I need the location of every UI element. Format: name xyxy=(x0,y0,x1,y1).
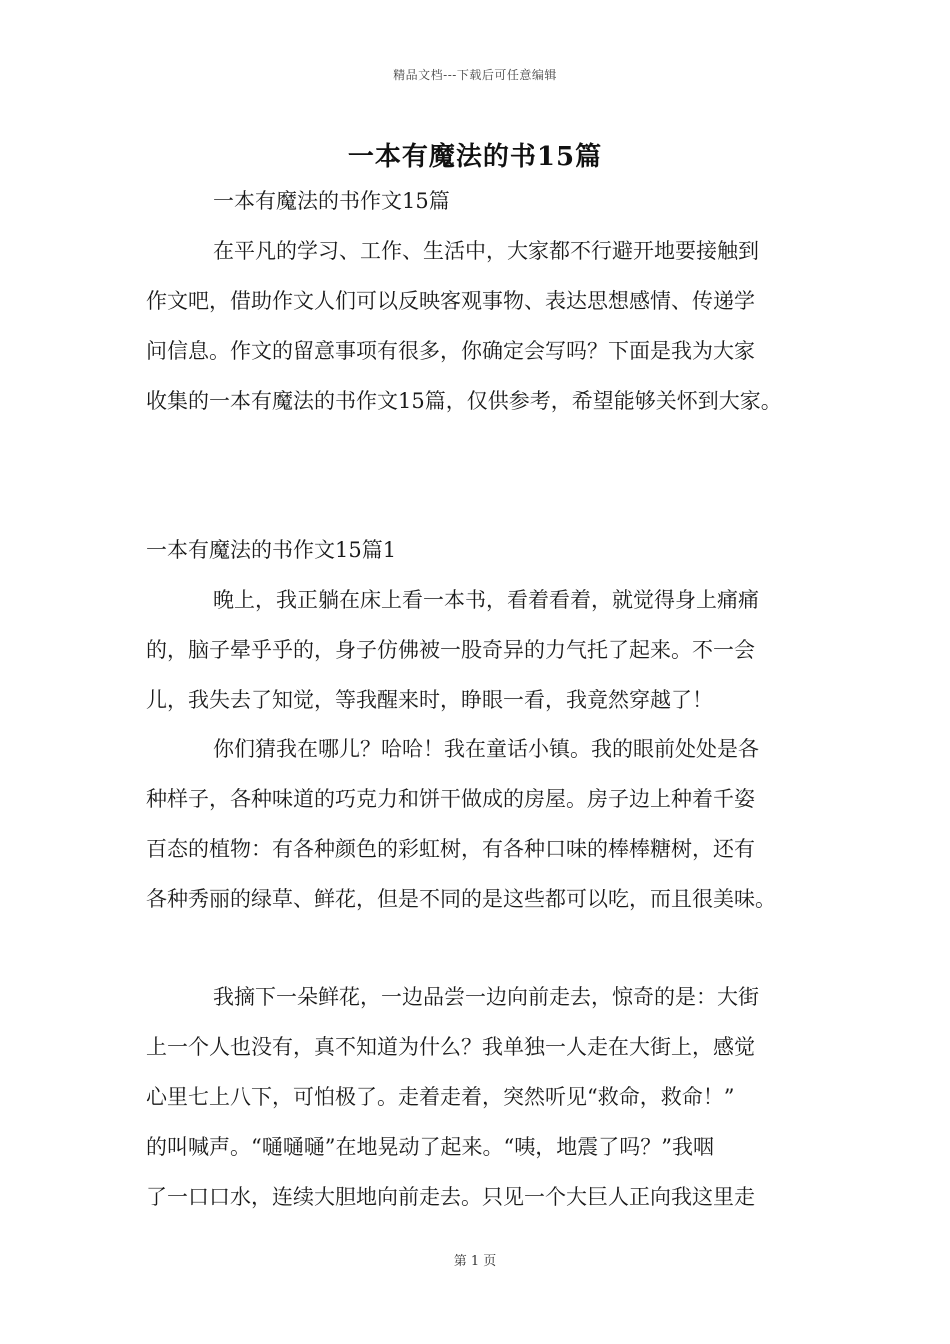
paragraph-line: 百态的植物：有各种颜色的彩虹树，有各种口味的棒棒糖树，还有 xyxy=(146,837,755,861)
paragraph-line: 儿，我失去了知觉，等我醒来时，睁眼一看，我竟然穿越了！ xyxy=(146,688,713,712)
intro-line: 收集的一本有魔法的书作文15篇，仅供参考，希望能够关怀到大家。 xyxy=(146,389,782,413)
paragraph-line: 上一个人也没有，真不知道为什么？我单独一人走在大街上，感觉 xyxy=(146,1035,755,1059)
paragraph-1 xyxy=(146,575,826,725)
document-subtitle: 一本有魔法的书作文15篇 xyxy=(213,189,450,213)
section-heading-block xyxy=(146,525,826,575)
subtitle-block xyxy=(213,176,893,226)
document-title: 一本有魔法的书15篇 xyxy=(347,142,603,172)
header-note: 精品文档---下载后可任意编辑 xyxy=(393,68,557,82)
paragraph-line: 晚上，我正躺在床上看一本书，看着看着，就觉得身上痛痛 xyxy=(213,588,759,612)
paragraph-line: 的叫喊声。“嗵嗵嗵”在地晃动了起来。“咦，地震了吗？”我咽 xyxy=(146,1135,714,1159)
paragraph-line: 了一口口水，连续大胆地向前走去。只见一个大巨人正向我这里走 xyxy=(146,1185,755,1209)
paragraph-line: 各种秀丽的绿草、鲜花，但是不同的是这些都可以吃，而且很美味。 xyxy=(146,887,776,911)
paragraph-line: 种样子，各种味道的巧克力和饼干做成的房屋。房子边上种着千姿 xyxy=(146,787,755,811)
intro-line: 在平凡的学习、工作、生活中，大家都不行避开地要接触到 xyxy=(213,239,759,263)
paragraph-line: 的，脑子晕乎乎的，身子仿佛被一股奇异的力气托了起来。不一会 xyxy=(146,638,755,662)
intro-line: 作文吧，借助作文人们可以反映客观事物、表达思想感情、传递学 xyxy=(146,289,755,313)
paragraph-line: 心里七上八下，可怕极了。走着走着，突然听见“救命，救命！” xyxy=(146,1085,735,1109)
section-heading: 一本有魔法的书作文15篇1 xyxy=(146,538,397,562)
intro-line: 问信息。作文的留意事项有很多，你确定会写吗？下面是我为大家 xyxy=(146,339,755,363)
paragraph-line: 我摘下一朵鲜花，一边品尝一边向前走去，惊奇的是：大街 xyxy=(213,985,759,1009)
page-number: 第 1 页 xyxy=(453,1254,497,1269)
intro-paragraph xyxy=(146,226,826,426)
paragraph-2 xyxy=(146,724,826,924)
paragraph-3 xyxy=(146,972,826,1222)
paragraph-line: 你们猜我在哪儿？哈哈！我在童话小镇。我的眼前处处是各 xyxy=(213,737,759,761)
